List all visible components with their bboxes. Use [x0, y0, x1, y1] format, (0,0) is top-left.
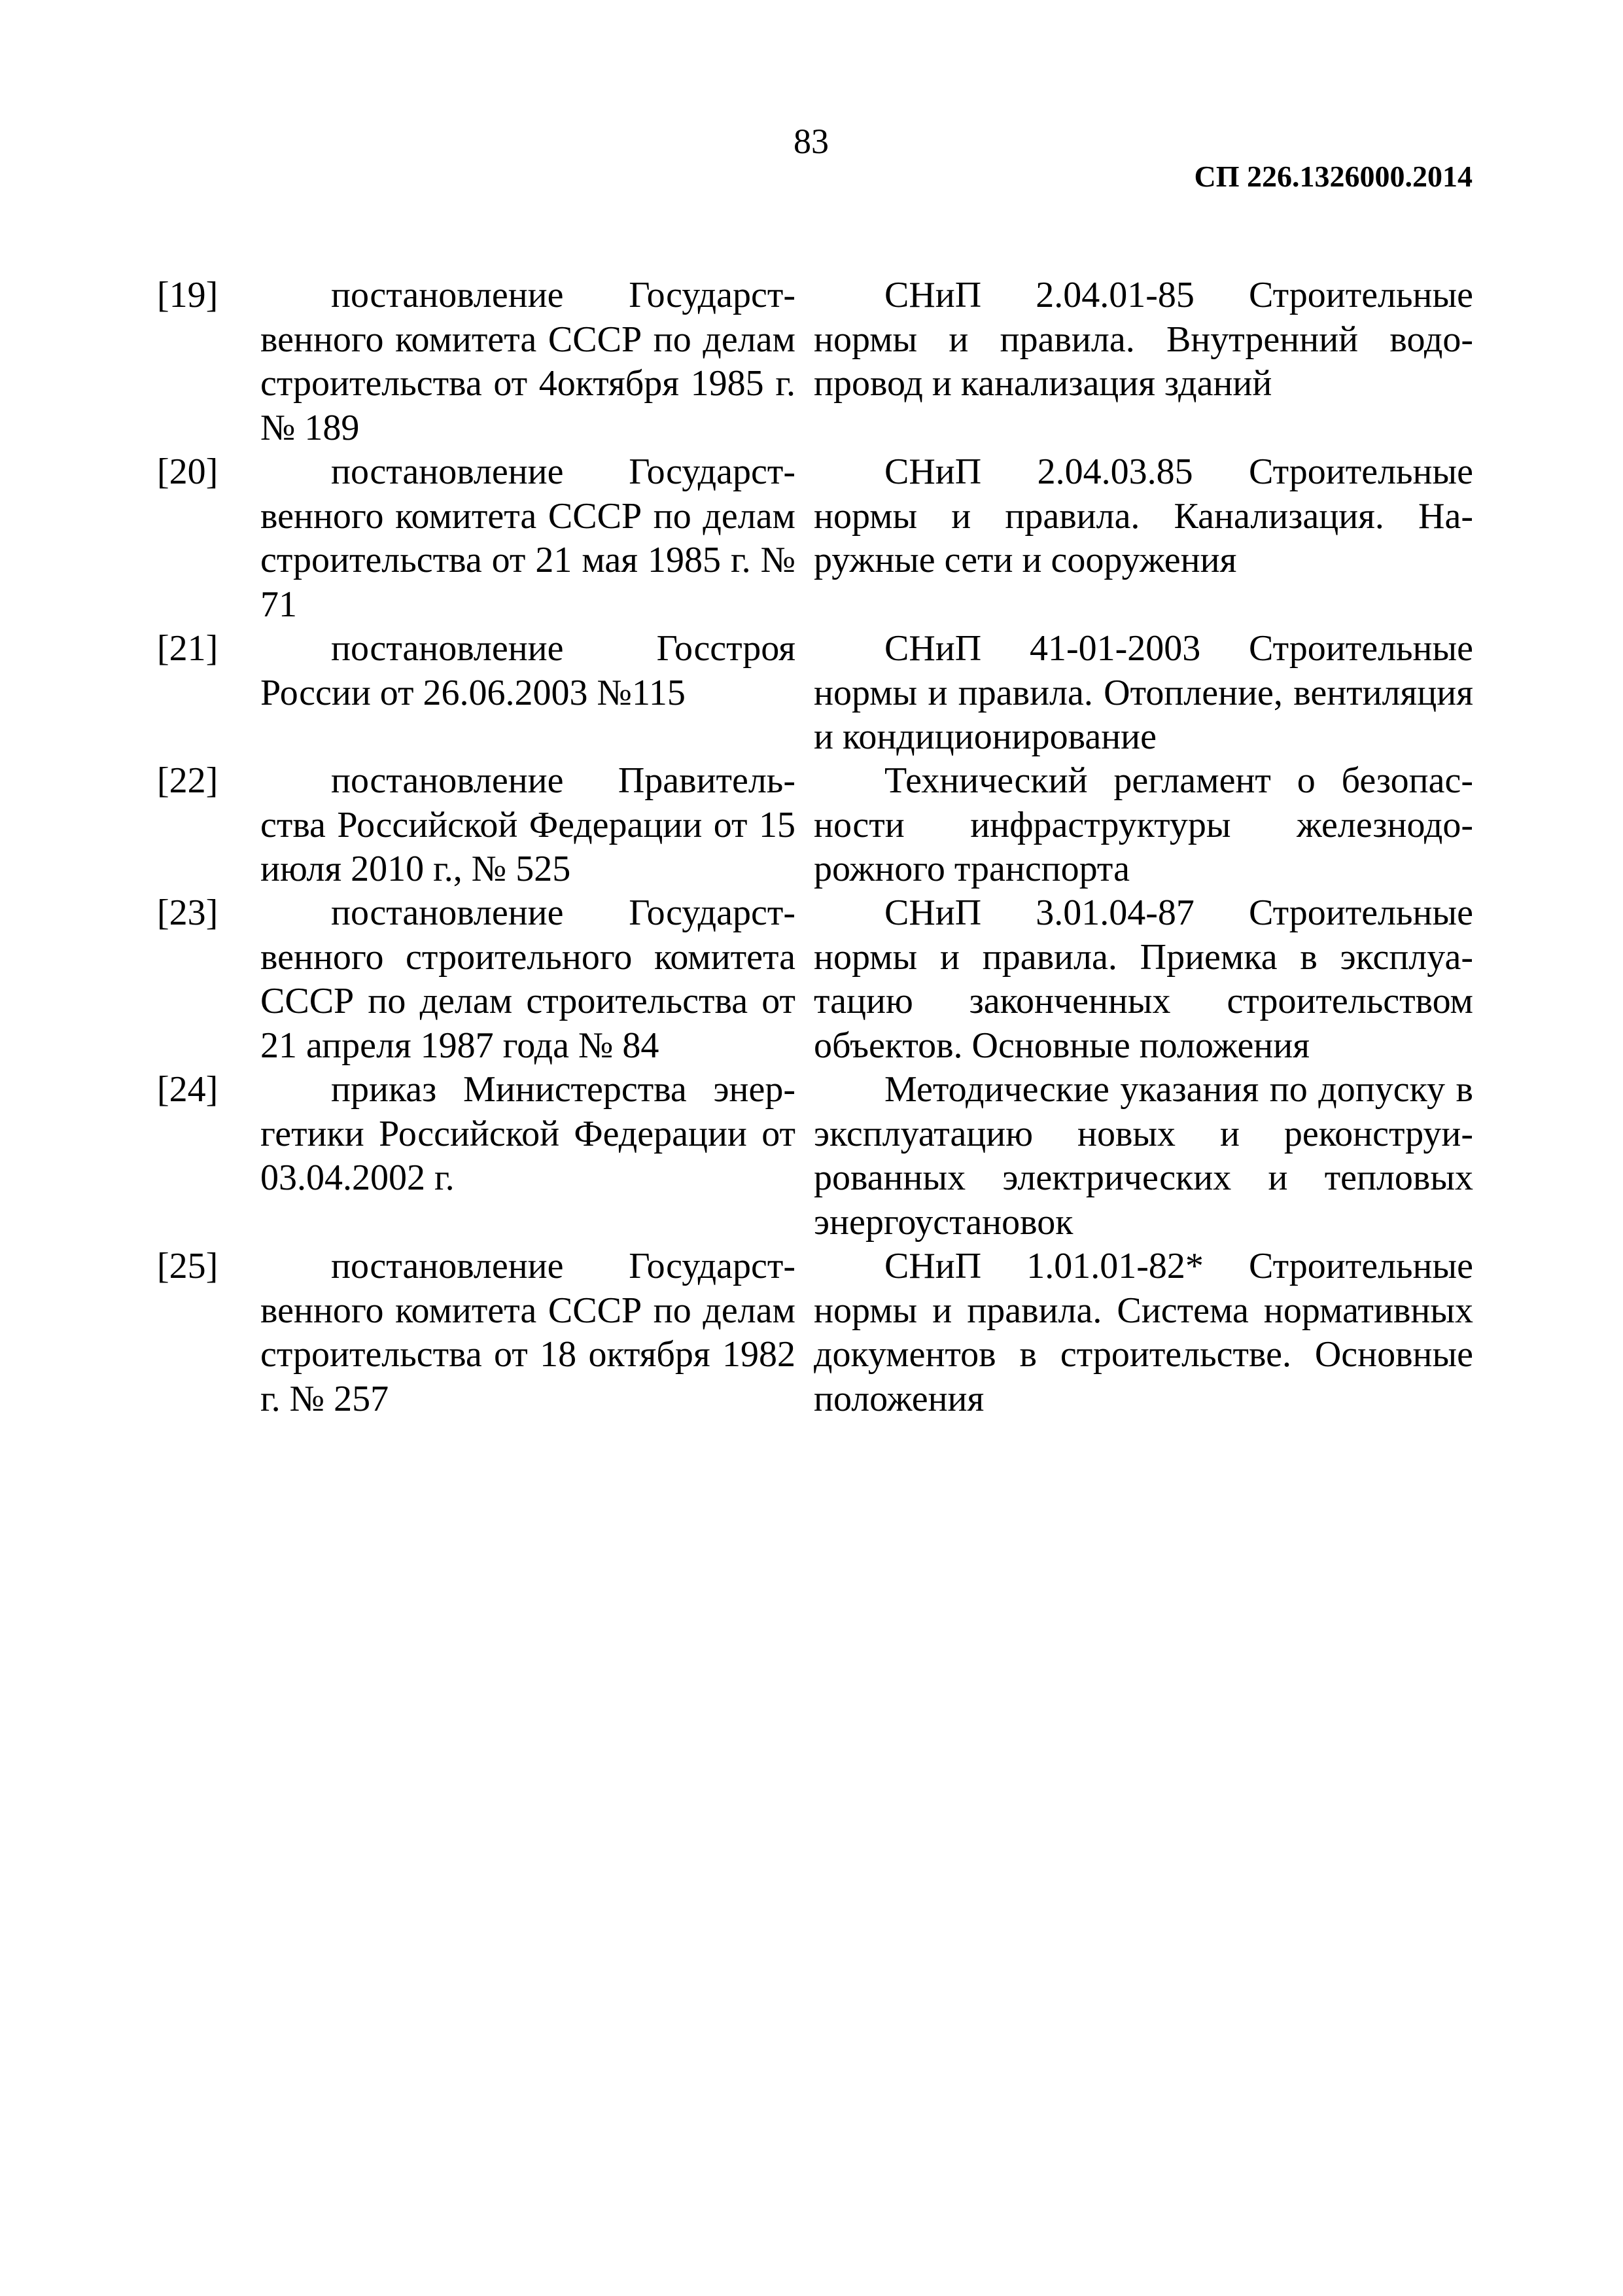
reference-document: СНиП 1.01.01-82* Строительные нормы и правила. Система нормативных документов в строительстве. Основные положения [814, 1246, 1473, 1419]
reference-document: Технический регламент о безопасности инфраструктуры железнодорожного транспорта [814, 760, 1473, 889]
reference-number: [24] [157, 1069, 218, 1110]
reference-document: СНиП 2.04.03.85 Строительные нормы и правила. Канализация. Наружные сети и сооружения [814, 451, 1473, 580]
reference-document: СНиП 2.04.01-85 Строительные нормы и правила. Внутренний водопровод и канализация зданий [814, 275, 1473, 404]
reference-document: СНиП 3.01.04-87 Строительные нормы и правила. Приемка в эксплуатацию законченных строительством объектов. Основные положения [814, 892, 1473, 1066]
reference-number: [21] [157, 628, 218, 669]
reference-issuer: постановление Правительства Российской Федерации от 15 июля 2010 г., № 525 [260, 760, 795, 889]
reference-issuer: постановление Государственного строительного комитета СССР по делам строительства от 21 апреля 1987 года № 84 [260, 892, 795, 1066]
reference-document: Методические указания по допуску в эксплуатацию новых и реконструированных электрических и тепловых энергоустановок [814, 1069, 1473, 1243]
reference-number: [20] [157, 451, 218, 492]
reference-issuer: постановление Государственного комитета СССР по делам строительства от 18 октября 1982 г. № 257 [260, 1246, 795, 1419]
reference-number: [25] [157, 1246, 218, 1286]
reference-number: [23] [157, 892, 218, 933]
document-code: СП 226.1326000.2014 [1194, 160, 1473, 193]
reference-issuer: приказ Министерства энергетики Российской Федерации от 03.04.2002 г. [260, 1069, 795, 1198]
reference-issuer: постановление Государственного комитета СССР по делам строительства от 21 мая 1985 г. № 71 [260, 451, 795, 625]
reference-number: [22] [157, 760, 218, 801]
reference-number: [19] [157, 275, 218, 315]
reference-issuer: постановление Госстроя России от 26.06.2003 №115 [260, 628, 795, 713]
reference-document: СНиП 41-01-2003 Строительные нормы и правила. Отопление, вентиляция и кондиционирование [814, 628, 1473, 757]
reference-issuer: постановление Государственного комитета СССР по делам строительства от 4октября 1985 г. № 189 [260, 275, 795, 448]
page-number: 83 [794, 122, 829, 161]
